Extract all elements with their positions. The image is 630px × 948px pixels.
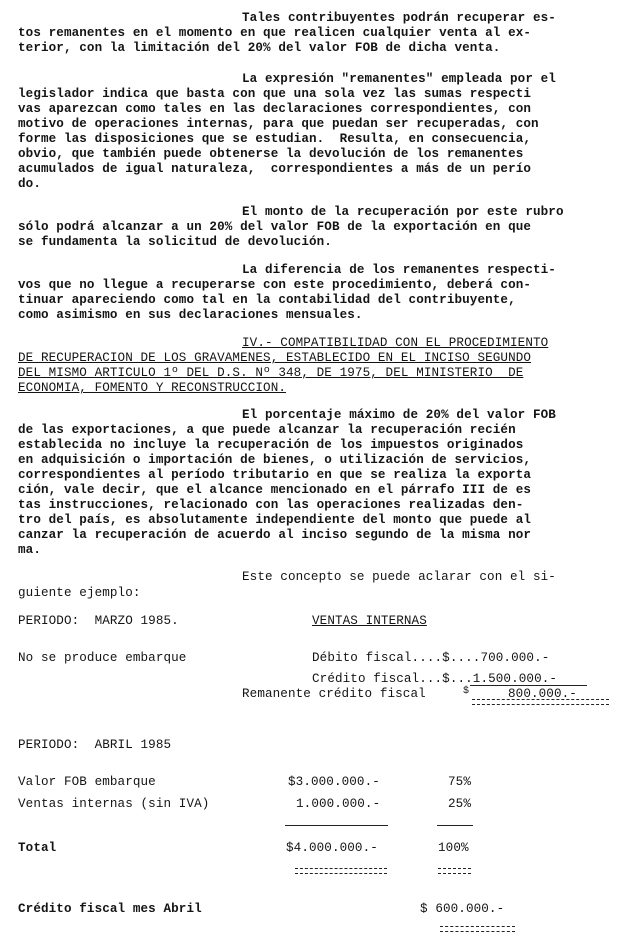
total-double-underline-percent (438, 868, 471, 874)
example-2-row-percent: 75% (448, 775, 471, 789)
paragraph-4-line-2: vos que no llegue a recuperarse con este procedimiento, deberá con- (18, 278, 532, 292)
paragraph-5-line-2: de las exportaciones, a que puede alcanzar la recuperación recién (18, 423, 516, 437)
paragraph-5-line-3: establecida no incluye la recuperación de los impuestos originados (18, 438, 524, 452)
example-1-credit: Crédito fiscal...$...1.500.000.- (312, 672, 558, 686)
paragraph-3-line-1: El monto de la recuperación por este rubro (242, 205, 564, 219)
example-1-remainder-currency: $ (463, 686, 470, 697)
example-2-row-percent: 25% (448, 797, 471, 811)
example-2-period: PERIODO: ABRIL 1985 (18, 738, 172, 752)
example-1-credit-underline (470, 685, 587, 686)
paragraph-2-line-7: acumulados de igual naturaleza, correspondientes a más de un perío (18, 162, 532, 176)
paragraph-5-line-6: ción, vale decir, que el alcance mencionado en el párrafo III de es (18, 483, 532, 497)
paragraph-2-line-6: obvio, que también puede obtenerse la devolución de los remanentes (18, 147, 524, 161)
section-heading-line-2: DE RECUPERACION DE LOS GRAVAMENES, ESTABLECIDO EN EL INCISO SEGUNDO (18, 351, 532, 365)
paragraph-5-line-4: en adquisición o importación de bienes, o utilización de servicios, (18, 453, 532, 467)
total-percent: 100% (438, 841, 469, 855)
example-1-remainder-double-underline (472, 699, 609, 705)
paragraph-2-line-4: motivo de operaciones internas, para que puedan ser recuperadas, con (18, 117, 539, 131)
paragraph-2-line-5: forme las disposiciones que se estudian. Resulta, en consecuencia, (18, 132, 532, 146)
paragraph-5-line-1: El porcentaje máximo de 20% del valor FOB (242, 408, 556, 422)
paragraph-5-line-7: tas instrucciones, relacionado con las operaciones realizadas den- (18, 498, 524, 512)
example-1-debit: Débito fiscal....$....700.000.- (312, 651, 550, 665)
total-double-underline-amount (295, 868, 387, 874)
paragraph-1-line-3: terior, con la limitación del 20% del valor FOB de dicha venta. (18, 41, 501, 55)
paragraph-2-line-1: La expresión "remanentes" empleada por el (242, 72, 556, 86)
paragraph-5-line-10: ma. (18, 543, 41, 557)
example-1-no-shipment: No se produce embarque (18, 651, 187, 665)
paragraph-6-line-2: guiente ejemplo: (18, 586, 141, 600)
total-amount: $4.000.000.- (286, 841, 378, 855)
paragraph-4-line-3: tinuar apareciendo como tal en la contabilidad del contribuyente, (18, 293, 516, 307)
credit-april-label: Crédito fiscal mes Abril (18, 902, 202, 916)
subtotal-rule-amount (285, 825, 388, 826)
example-2-row-label: Ventas internas (sin IVA) (18, 797, 210, 811)
paragraph-2-line-3: vas aparezcan como tales en las declaraciones correspondientes, con (18, 102, 532, 116)
paragraph-5-line-8: tro del país, es absolutamente independiente del monto que puede al (18, 513, 532, 527)
paragraph-1-line-1: Tales contribuyentes podrán recuperar es- (242, 11, 556, 25)
section-heading-line-4: ECONOMIA, FOMENTO Y RECONSTRUCCION. (18, 381, 287, 395)
paragraph-3-line-3: se fundamenta la solicitud de devolución. (18, 235, 332, 249)
paragraph-6-line-1: Este concepto se puede aclarar con el si- (242, 570, 556, 584)
example-2-row-amount: $3.000.000.- (288, 775, 380, 789)
example-2-row-amount: 1.000.000.- (296, 797, 381, 811)
example-2-row-label: Valor FOB embarque (18, 775, 156, 789)
example-1-remainder-value: 800.000.- (508, 687, 577, 701)
total-label: Total (18, 841, 57, 855)
example-1-section-title: VENTAS INTERNAS (312, 614, 427, 628)
credit-april-double-underline (440, 926, 515, 932)
paragraph-3-line-2: sólo podrá alcanzar a un 20% del valor FOB de la exportación en que (18, 220, 532, 234)
paragraph-1-line-2: tos remanentes en el momento en que realicen cualquier venta al ex- (18, 26, 532, 40)
paragraph-4-line-4: como asimismo en sus declaraciones mensuales. (18, 308, 363, 322)
section-heading-line-3: DEL MISMO ARTICULO 1º DEL D.S. Nº 348, DE 1975, DEL MINISTERIO DE (18, 366, 524, 380)
credit-april-amount: $ 600.000.- (420, 902, 505, 916)
section-heading-line-1: IV.- COMPATIBILIDAD CON EL PROCEDIMIENTO (242, 336, 549, 350)
paragraph-2-line-8: do. (18, 177, 41, 191)
paragraph-5-line-9: canzar la recuperación de acuerdo al inciso segundo de la misma nor (18, 528, 532, 542)
paragraph-2-line-2: legislador indica que basta con que una sola vez las sumas respecti (18, 87, 532, 101)
paragraph-4-line-1: La diferencia de los remanentes respecti- (242, 263, 556, 277)
example-1-period: PERIODO: MARZO 1985. (18, 614, 179, 628)
paragraph-5-line-5: correspondientes al período tributario en que se realiza la exporta (18, 468, 532, 482)
example-1-remainder-label: Remanente crédito fiscal (242, 687, 426, 701)
subtotal-rule-percent (437, 825, 473, 826)
